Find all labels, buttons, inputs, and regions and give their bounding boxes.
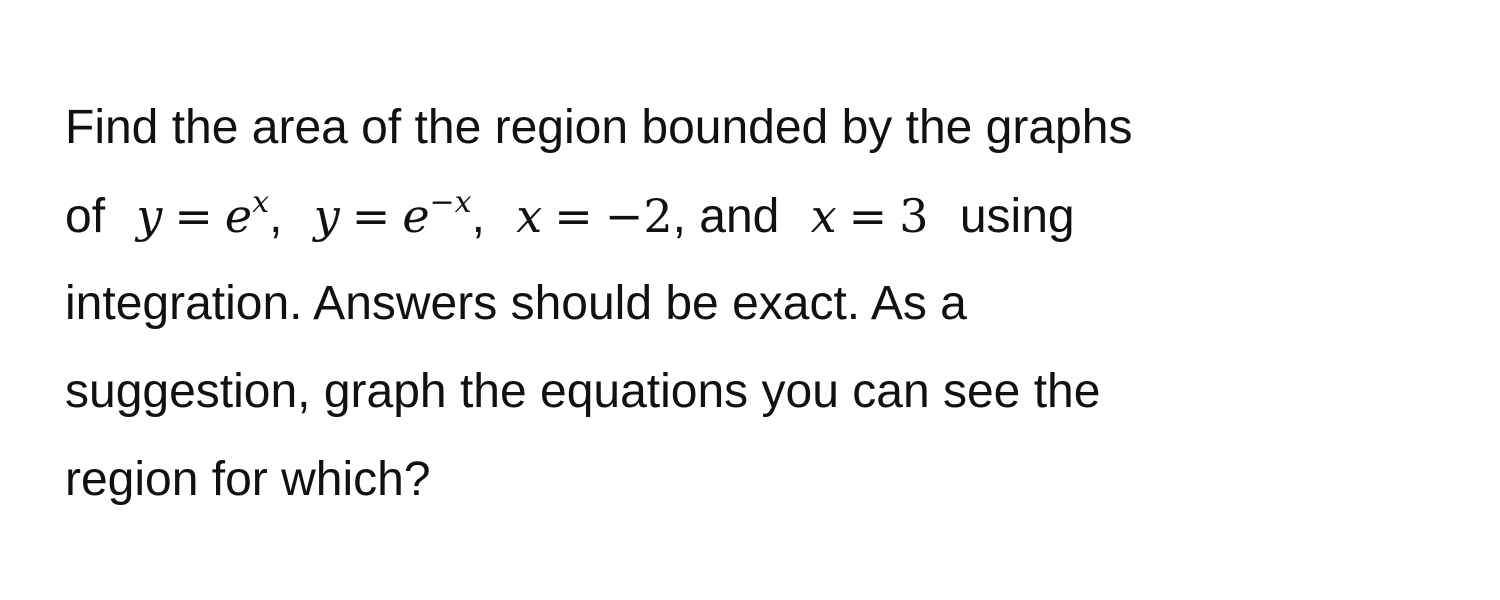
word-of: of xyxy=(65,190,106,243)
question-line-4: suggestion, graph the equations you can see the xyxy=(65,365,1101,418)
equation-y-equals-e-x: $y = e^x$ xyxy=(136,185,270,243)
question-line-5: region for which? xyxy=(65,453,431,506)
question-text xyxy=(65,84,1445,524)
comma: , xyxy=(269,190,283,243)
equation-x-equals-neg-2: x = −2 xyxy=(516,189,673,243)
equation-x-equals-3: x = 3 xyxy=(810,189,929,243)
word-using: using xyxy=(959,190,1075,243)
equation-y-equals-e-neg-x: $y = e^{-x}$ xyxy=(313,185,472,243)
question-line-2 xyxy=(65,172,1445,260)
comma: , xyxy=(471,190,485,243)
question-line-3: integration. Answers should be exact. As a xyxy=(65,277,967,330)
question-line-1: Find the area of the region bounded by the graphs xyxy=(65,101,1133,154)
word-and: , and xyxy=(672,190,780,243)
